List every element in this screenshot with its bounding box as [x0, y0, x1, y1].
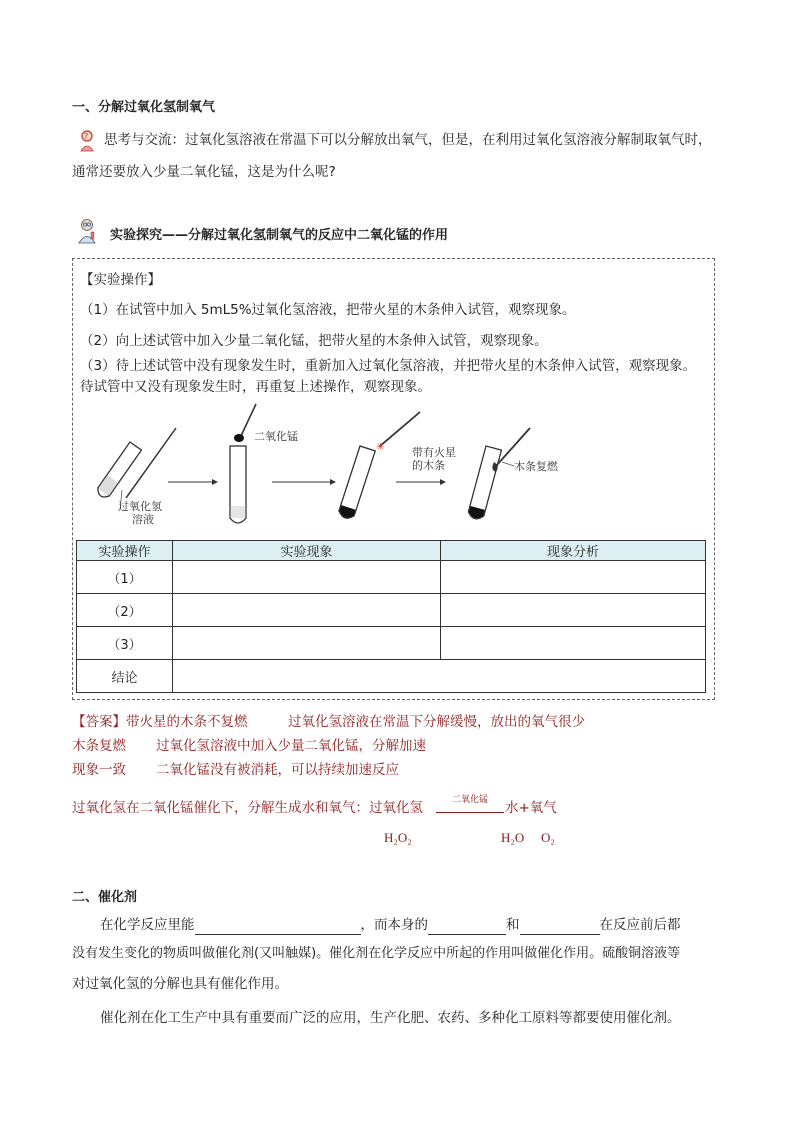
fill-blank-3[interactable]: [520, 914, 600, 935]
catalyst-definition-line2: 没有发生变化的物质叫做催化剂(又叫触媒)。催化剂在化学反应中所起的作用叫做催化作用。硫酸铜溶液等: [72, 946, 681, 961]
answer-2b: 过氧化氢溶液中加入少量二氧化锰，分解加速: [156, 738, 426, 754]
mno2-powder: [234, 434, 244, 442]
experiment-table: [76, 540, 706, 693]
conclusion-cell: [173, 660, 706, 693]
p1-d: 在反应前后都: [599, 917, 681, 933]
phenomenon-cell: [173, 627, 441, 660]
answer-3b: 二氧化锰没有被消耗，可以持续加速反应: [156, 762, 399, 778]
p1-a: 在化学反应里能: [100, 917, 195, 933]
section-title-2: 二、催化剂: [72, 890, 138, 905]
answer-1a: 带火星的木条不复燃: [126, 714, 248, 730]
p1-b: ，而本身的: [360, 917, 428, 933]
step-2: （2）向上述试管中加入少量二氧化锰，把带火星的木条伸入试管，观察现象。: [80, 333, 548, 349]
table-row: [77, 627, 706, 660]
header-operation: 实验操作: [77, 541, 173, 561]
answer-label: 【答案】: [72, 714, 126, 730]
phenomenon-cell: [173, 594, 441, 627]
experiment-scientist-icon: [76, 218, 98, 244]
phenomenon-cell: [173, 561, 441, 594]
thinking-person-icon: [78, 130, 96, 152]
formula-h2o2: H₂O₂: [384, 830, 412, 845]
formula-o2: O₂: [541, 830, 555, 845]
equation-catalyst: 二氧化锰: [451, 795, 488, 805]
table-row: [77, 561, 706, 594]
catalyst-definition-line3: 对过氧化氢的分解也具有催化作用。: [72, 976, 288, 992]
step-3a: （3）待上述试管中没有现象发生时，重新加入过氧化氢溶液，并把带火星的木条伸入试管，观察现象。: [80, 358, 697, 374]
label-rekindle: 木条复燃: [514, 460, 558, 473]
ops-title: 【实验操作】: [80, 272, 161, 288]
label-splint-line2: 的木条: [412, 459, 445, 472]
answer-1b: 过氧化氢溶液在常温下分解缓慢，放出的氧气很少: [288, 714, 585, 730]
formula-h2o: H₂O: [501, 830, 525, 845]
fill-blank-2[interactable]: [428, 914, 506, 935]
explore-title: 实验探究——分解过氧化氢制氧气的反应中二氧化锰的作用: [110, 228, 449, 243]
svg-text:?: ?: [84, 132, 89, 141]
catalyst-application: 催化剂在化工生产中具有重要而广泛的应用，生产化肥、农药、多种化工原料等都要使用催化剂。: [100, 1010, 681, 1026]
row-label: （1）: [77, 561, 173, 594]
label-mno2: 二氧化锰: [254, 430, 298, 443]
experiment-figure: [90, 402, 650, 532]
analysis-cell: [441, 627, 706, 660]
fill-blank-1[interactable]: [195, 914, 361, 935]
row-label: （3）: [77, 627, 173, 660]
equation-products: 水+氧气: [505, 800, 557, 816]
p1-c: 和: [506, 917, 520, 933]
think-discuss-line2: 通常还要放入少量二氧化锰，这是为什么呢?: [72, 164, 336, 180]
header-phenomenon: 实验现象: [173, 541, 441, 561]
think-discuss-line1: 思考与交流：过氧化氢溶液在常温下可以分解放出氧气，但是，在利用过氧化氢溶液分解制取氧气时，: [104, 132, 712, 148]
answer-line-1: [72, 712, 248, 732]
section-title-1: 一、分解过氧化氢制氧气: [72, 100, 216, 115]
pouring-rod: [126, 428, 176, 498]
table-row: [77, 594, 706, 627]
answer-3a: 现象一致: [72, 762, 126, 778]
reaction-arrow: [436, 812, 504, 813]
conclusion-label: 结论: [77, 660, 173, 693]
table-row: [77, 660, 706, 693]
label-splint-line1: 带有火星: [412, 446, 456, 459]
analysis-cell: [441, 594, 706, 627]
svg-text:✳: ✳: [376, 442, 385, 453]
test-tube-4: [467, 446, 501, 521]
test-tube-1: [95, 442, 141, 500]
glowing-splint: [380, 412, 420, 446]
header-analysis: 现象分析: [441, 541, 706, 561]
label-h2o2-line2: 溶液: [132, 513, 154, 526]
step-3b: 待试管中又没有现象发生时，再重复上述操作，观察现象。: [80, 379, 431, 395]
analysis-cell: [441, 561, 706, 594]
step-1: （1）在试管中加入 5mL5%过氧化氢溶液，把带火星的木条伸入试管，观察现象。: [80, 302, 576, 318]
test-tube-2: [230, 446, 246, 523]
answer-2a: 木条复燃: [72, 738, 126, 754]
label-h2o2-line1: 过氧化氢: [118, 500, 162, 513]
catalyst-definition-line1: [100, 914, 681, 935]
row-label: （2）: [77, 594, 173, 627]
equation-intro: 过氧化氢在二氧化锰催化下，分解生成水和氧气：过氧化氢: [72, 800, 423, 816]
test-tube-3: [337, 446, 375, 520]
